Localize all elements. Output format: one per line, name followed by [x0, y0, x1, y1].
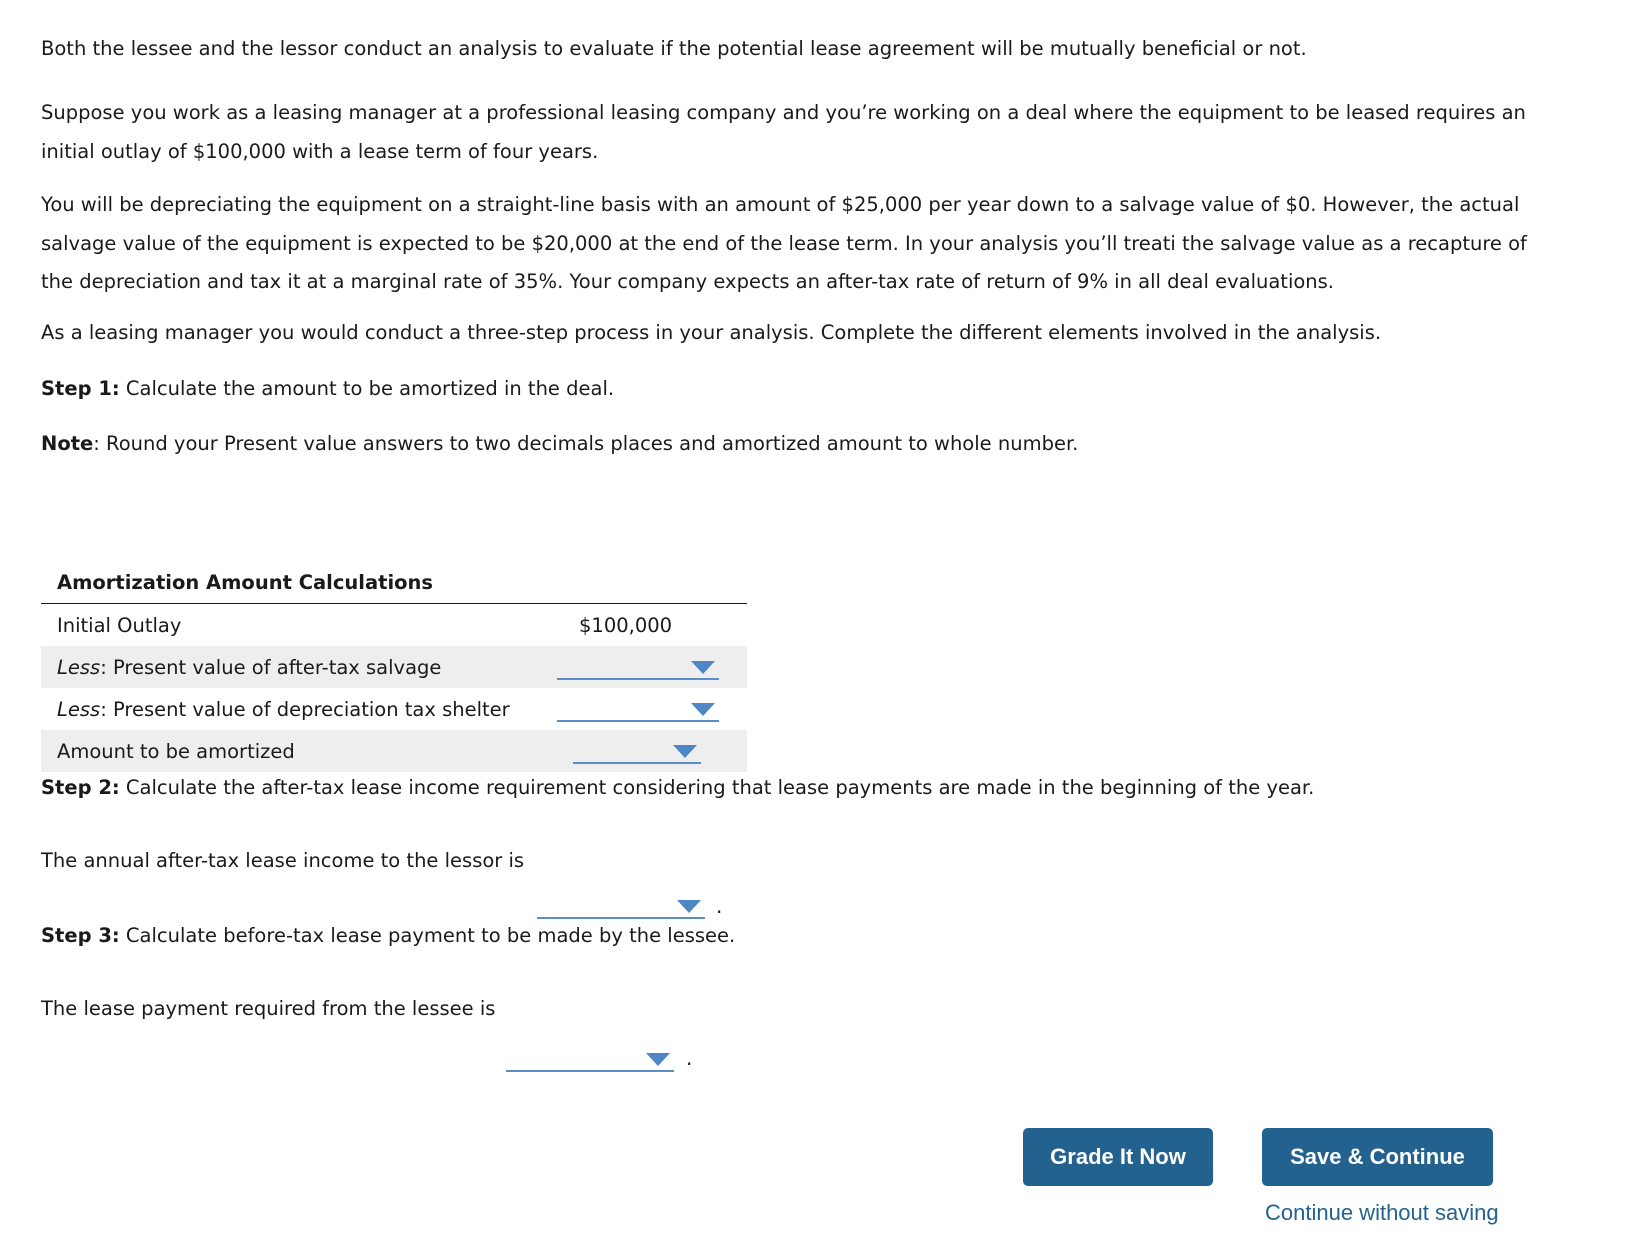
step3-label: Step 3:	[41, 924, 120, 947]
step2-text	[41, 769, 1541, 808]
pv-salvage-label: : Present value of after-tax salvage	[100, 655, 442, 679]
scenario-text: Suppose you work as a leasing manager at a professional leasing company and you’re working on a deal where the equipment to be leased requires an initial outlay of $100,000 with a lease term of four years.	[41, 101, 1526, 163]
payment-question: The lease payment required from the lessee is	[41, 997, 496, 1020]
chevron-down-icon	[673, 745, 697, 758]
step1-text	[41, 370, 1541, 409]
pv-depreciation-dropdown[interactable]	[557, 698, 719, 722]
step2-label: Step 2:	[41, 776, 120, 799]
intro-text: Both the lessee and the lessor conduct an analysis to evaluate if the potential lease agreement will be mutually beneficial or not.	[41, 37, 1307, 60]
less-word: Less	[57, 655, 101, 679]
pv-salvage-dropdown[interactable]	[557, 656, 719, 680]
step1-instruction: Calculate the amount to be amortized in the deal.	[125, 377, 615, 400]
lease-payment-dropdown[interactable]	[506, 1048, 674, 1072]
initial-outlay-value: $100,000	[579, 614, 673, 637]
less-word: Less	[57, 697, 101, 721]
chevron-down-icon	[691, 703, 715, 716]
initial-outlay-label: Initial Outlay	[57, 613, 182, 637]
income-question: The annual after-tax lease income to the lessor is	[41, 849, 525, 872]
note-label: Note	[41, 432, 94, 455]
payment-period: .	[686, 1046, 693, 1070]
chevron-down-icon	[646, 1053, 670, 1066]
table-row-pv-depreciation	[41, 688, 747, 730]
process-text: As a leasing manager you would conduct a three-step process in your analysis. Complete the different elements involved in the analysis.	[41, 321, 1382, 344]
table-row-amount-amortized	[41, 730, 747, 772]
lease-income-dropdown[interactable]	[537, 895, 705, 919]
step3-text	[41, 917, 1541, 956]
note-text	[41, 425, 1541, 464]
amount-amortized-dropdown[interactable]	[573, 740, 701, 764]
income-period: .	[716, 894, 723, 918]
table-row-initial-outlay	[41, 604, 747, 647]
save-continue-button[interactable]: Save & Continue	[1262, 1128, 1493, 1186]
amortization-table	[41, 567, 747, 772]
grade-it-now-button[interactable]: Grade It Now	[1023, 1128, 1213, 1186]
pv-depreciation-label: : Present value of depreciation tax shelter	[100, 697, 510, 721]
continue-without-saving-link[interactable]: Continue without saving	[1265, 1200, 1499, 1225]
step3-instruction: Calculate before-tax lease payment to be made by the lessee.	[125, 924, 736, 947]
depreciation-text: You will be depreciating the equipment on a straight-line basis with an amount of $25,000 per year down to a salvage value of $0. However, the actual salvage value of the equipment is expected to be $20,000 at the end of the lease term. In your analysis you’ll treati the salvage value as a recapture of the depreciation and tax it at a marginal rate of 35%. Your company expects an after-tax rate of return of 9% in all deal evaluations.	[41, 193, 1527, 293]
step1-label: Step 1:	[41, 377, 120, 400]
amount-amortized-label: Amount to be amortized	[41, 730, 547, 772]
step2-instruction: Calculate the after-tax lease income requirement considering that lease payments are made in the beginning of the year.	[125, 776, 1315, 799]
chevron-down-icon	[691, 661, 715, 674]
table-title: Amortization Amount Calculations	[41, 567, 747, 604]
note-instruction: : Round your Present value answers to two decimals places and amortized amount to whole number.	[93, 432, 1079, 455]
table-row-pv-salvage	[41, 646, 747, 688]
chevron-down-icon	[677, 900, 701, 913]
